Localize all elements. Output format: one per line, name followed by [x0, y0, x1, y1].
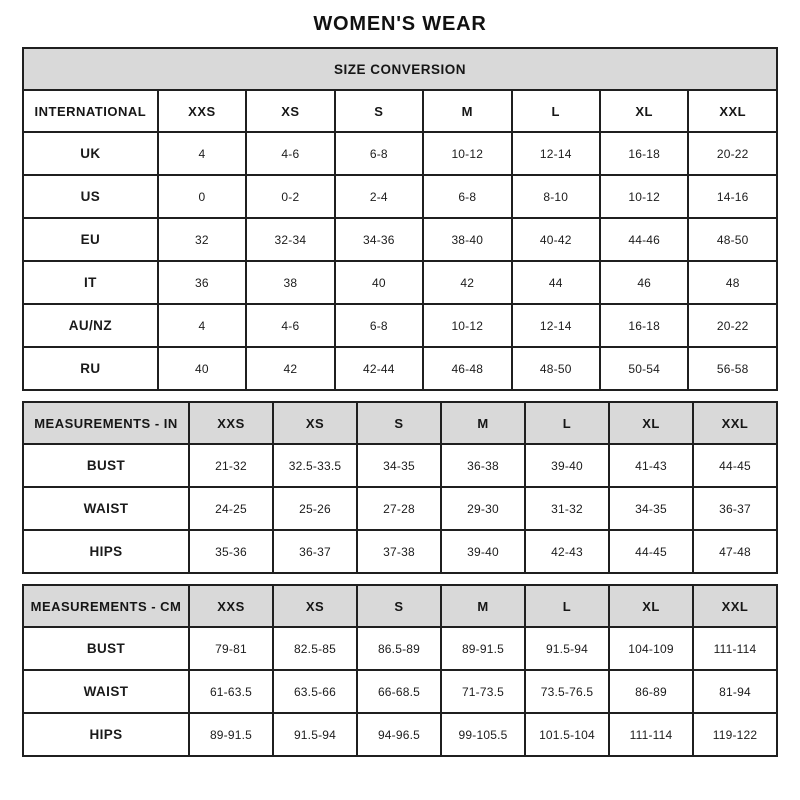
measurement-value: 42-43 [525, 530, 609, 573]
table-row-us [23, 175, 777, 218]
measurement-value: 27-28 [357, 487, 441, 530]
size-value: 4 [158, 132, 246, 175]
column-header-xxs: XXS [189, 402, 273, 444]
measurement-value: 34-35 [609, 487, 693, 530]
measurement-value: 44-45 [693, 444, 777, 487]
spacer [22, 391, 778, 401]
measurement-value: 61-63.5 [189, 670, 273, 713]
size-value: 34-36 [335, 218, 423, 261]
size-value: 42 [423, 261, 511, 304]
measurement-value: 94-96.5 [357, 713, 441, 756]
size-value: 4-6 [246, 132, 334, 175]
size-value: 38-40 [423, 218, 511, 261]
column-header-xl: XL [609, 402, 693, 444]
page-title: WOMEN'S WEAR [313, 13, 487, 35]
column-header-s: S [357, 402, 441, 444]
measurements-in-table [22, 401, 778, 574]
measurements-cm-table [22, 584, 778, 757]
row-label-aunz: AU/NZ [23, 304, 158, 347]
measurement-value: 25-26 [273, 487, 357, 530]
column-header-m: M [441, 402, 525, 444]
measurement-value: 91.5-94 [525, 627, 609, 670]
measurement-value: 35-36 [189, 530, 273, 573]
measurement-value: 66-68.5 [357, 670, 441, 713]
measurement-value: 32.5-33.5 [273, 444, 357, 487]
size-value: 56-58 [688, 347, 777, 390]
column-header-xxs: XXS [158, 90, 246, 132]
row-label-waist: WAIST [23, 670, 189, 713]
column-header-row [23, 90, 777, 132]
measurement-value: 39-40 [525, 444, 609, 487]
size-value: 16-18 [600, 304, 688, 347]
spacer [22, 574, 778, 584]
measurement-value: 47-48 [693, 530, 777, 573]
column-header-m: M [441, 585, 525, 627]
size-conversion-title: SIZE CONVERSION [23, 48, 777, 90]
measurement-value: 37-38 [357, 530, 441, 573]
column-header-l: L [512, 90, 600, 132]
measurement-value: 73.5-76.5 [525, 670, 609, 713]
column-header-l: L [525, 402, 609, 444]
measurements-in-header-row [23, 402, 777, 444]
size-value: 48-50 [512, 347, 600, 390]
measurement-value: 101.5-104 [525, 713, 609, 756]
table-row-uk [23, 132, 777, 175]
column-header-xs: XS [273, 585, 357, 627]
table-row-waist-cm [23, 670, 777, 713]
measurement-value: 39-40 [441, 530, 525, 573]
measurement-value: 91.5-94 [273, 713, 357, 756]
measurement-value: 63.5-66 [273, 670, 357, 713]
measurement-value: 89-91.5 [441, 627, 525, 670]
measurement-value: 104-109 [609, 627, 693, 670]
measurement-value: 36-37 [273, 530, 357, 573]
size-value: 38 [246, 261, 334, 304]
row-label-it: IT [23, 261, 158, 304]
size-value: 4-6 [246, 304, 334, 347]
measurement-value: 31-32 [525, 487, 609, 530]
size-value: 16-18 [600, 132, 688, 175]
measurement-value: 82.5-85 [273, 627, 357, 670]
column-header-l: L [525, 585, 609, 627]
measurement-value: 44-45 [609, 530, 693, 573]
size-value: 10-12 [423, 304, 511, 347]
column-header-xs: XS [273, 402, 357, 444]
column-header-xxl: XXL [688, 90, 777, 132]
size-value: 40-42 [512, 218, 600, 261]
size-value: 32-34 [246, 218, 334, 261]
size-value: 6-8 [423, 175, 511, 218]
table-row-aunz [23, 304, 777, 347]
size-value: 44 [512, 261, 600, 304]
row-label-waist: WAIST [23, 487, 189, 530]
size-value: 20-22 [688, 304, 777, 347]
size-value: 0 [158, 175, 246, 218]
size-value: 40 [158, 347, 246, 390]
measurement-value: 36-37 [693, 487, 777, 530]
size-value: 48 [688, 261, 777, 304]
table-row-ru [23, 347, 777, 390]
measurement-value: 71-73.5 [441, 670, 525, 713]
measurement-value: 29-30 [441, 487, 525, 530]
measurement-value: 34-35 [357, 444, 441, 487]
measurement-value: 21-32 [189, 444, 273, 487]
table-row-hips-cm [23, 713, 777, 756]
measurement-value: 86.5-89 [357, 627, 441, 670]
size-value: 32 [158, 218, 246, 261]
column-header-xl: XL [600, 90, 688, 132]
measurements-in-title: MEASUREMENTS - IN [23, 402, 189, 444]
size-value: 6-8 [335, 304, 423, 347]
size-value: 14-16 [688, 175, 777, 218]
row-label-hips: HIPS [23, 713, 189, 756]
row-label-ru: RU [23, 347, 158, 390]
size-value: 46 [600, 261, 688, 304]
row-label-uk: UK [23, 132, 158, 175]
table-row-it [23, 261, 777, 304]
size-conversion-table [22, 47, 778, 391]
measurement-value: 99-105.5 [441, 713, 525, 756]
size-value: 12-14 [512, 304, 600, 347]
table-row-bust-in [23, 444, 777, 487]
table-caption-row [23, 48, 777, 90]
size-value: 20-22 [688, 132, 777, 175]
table-row-hips-in [23, 530, 777, 573]
measurement-value: 24-25 [189, 487, 273, 530]
measurement-value: 79-81 [189, 627, 273, 670]
size-value: 2-4 [335, 175, 423, 218]
measurement-value: 41-43 [609, 444, 693, 487]
column-header-international: INTERNATIONAL [23, 90, 158, 132]
column-header-xxl: XXL [693, 402, 777, 444]
row-label-us: US [23, 175, 158, 218]
table-row-eu [23, 218, 777, 261]
size-value: 6-8 [335, 132, 423, 175]
size-value: 48-50 [688, 218, 777, 261]
size-value: 44-46 [600, 218, 688, 261]
measurement-value: 89-91.5 [189, 713, 273, 756]
measurement-value: 81-94 [693, 670, 777, 713]
column-header-xxs: XXS [189, 585, 273, 627]
measurement-value: 111-114 [693, 627, 777, 670]
size-value: 50-54 [600, 347, 688, 390]
row-label-bust: BUST [23, 627, 189, 670]
size-value: 36 [158, 261, 246, 304]
measurement-value: 111-114 [609, 713, 693, 756]
column-header-xs: XS [246, 90, 334, 132]
column-header-xxl: XXL [693, 585, 777, 627]
row-label-eu: EU [23, 218, 158, 261]
size-value: 0-2 [246, 175, 334, 218]
size-value: 12-14 [512, 132, 600, 175]
size-value: 46-48 [423, 347, 511, 390]
size-value: 40 [335, 261, 423, 304]
row-label-hips: HIPS [23, 530, 189, 573]
measurement-value: 119-122 [693, 713, 777, 756]
size-value: 10-12 [423, 132, 511, 175]
size-value: 8-10 [512, 175, 600, 218]
measurements-cm-title: MEASUREMENTS - CM [23, 585, 189, 627]
column-header-s: S [335, 90, 423, 132]
measurement-value: 36-38 [441, 444, 525, 487]
measurement-value: 86-89 [609, 670, 693, 713]
size-value: 42-44 [335, 347, 423, 390]
column-header-m: M [423, 90, 511, 132]
size-value: 4 [158, 304, 246, 347]
size-value: 10-12 [600, 175, 688, 218]
row-label-bust: BUST [23, 444, 189, 487]
table-row-waist-in [23, 487, 777, 530]
table-row-bust-cm [23, 627, 777, 670]
column-header-xl: XL [609, 585, 693, 627]
measurements-cm-header-row [23, 585, 777, 627]
size-value: 42 [246, 347, 334, 390]
column-header-s: S [357, 585, 441, 627]
